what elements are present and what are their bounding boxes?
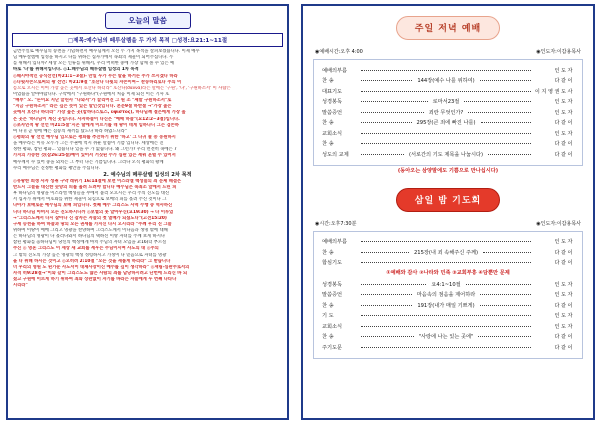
wednesday-time: ◉시간:오후7:30분 <box>315 220 357 227</box>
sermon-line: 구세 승천을 하여 하늘과 땅의 모든 권세를 가지신 다시 오시리라 "주께 우리 진 그들 <box>13 221 172 227</box>
order-row <box>322 237 574 248</box>
order-person: 이지영권도사 <box>534 88 574 95</box>
order-item: 215장(내 죄 속해주신 주께) <box>414 249 478 256</box>
dotted-leader <box>361 101 428 102</box>
order-row <box>322 97 574 108</box>
order-label: 성경봉독 <box>322 99 343 106</box>
order-person: 다같이 <box>554 334 575 341</box>
order-label: 찬 송 <box>322 141 334 148</box>
sermon-line: "배부" 오. "돈이요 지난 끌린사 "나와서"가 끌리어진 그 원 소 "제발 구원하소서"로 <box>13 98 172 104</box>
order-label: 말씀증언 <box>322 109 343 116</box>
wednesday-leader: ◉인도자:이갑용목사 <box>536 220 581 227</box>
sermon-line: 은 곳은 '하나님이 계신 곳입니다. 사자하들이 다신은 "예배 하늘"(요12:2~3절)입니다. <box>13 116 180 122</box>
dotted-leader <box>361 241 531 242</box>
order-row <box>322 65 574 76</box>
order-row <box>322 332 574 343</box>
prayer-items: ①예배와 감사 ②나라와 민족 ③교회부흥 ④담뿐만 문제 <box>386 270 510 276</box>
sermon-heading: □제목:예수님의 떼루살렘을 두 가지 목적 □성경:요21:1~11절 <box>12 33 283 47</box>
order-row <box>322 300 574 311</box>
sermon-line: 가지의 가증한 것(잠26:25절)예이 있어서 거짓된 수가 심판 있는 세워 흔렬 수 있어서 <box>13 153 176 159</box>
sermon-line: 수리 예수님은 진정한 평화를 평안을 주십니다. <box>13 165 101 171</box>
order-person: 다같이 <box>554 344 574 351</box>
order-person: 다같이 <box>554 120 574 127</box>
order-person: 다같이 <box>554 141 574 148</box>
dotted-leader <box>361 91 531 92</box>
order-label: 주기도문 <box>322 344 343 351</box>
order-item: "사랑에 나는 있는 곳에" <box>418 334 474 341</box>
order-person: 인도자 <box>554 323 574 330</box>
dotted-leader <box>361 133 531 134</box>
order-item: 죄란 무엇인가? <box>428 109 464 116</box>
order-item: 144장(예수 나를 위하여) <box>417 78 475 85</box>
evening-meta <box>303 48 593 55</box>
sermon-line: 후 하나님의 영광을 이스라엘 백성들을 무에서 불러 모으시는 우리 주의 진노를 대신 <box>13 191 170 197</box>
order-label: 합심기도 <box>322 260 343 267</box>
bulletin-page <box>301 4 595 420</box>
order-person: 인도자 <box>554 109 575 116</box>
order-row <box>322 247 574 258</box>
order-label: 찬 송 <box>322 302 334 309</box>
sermon-line: 이었습을 알아야합니다. 구약에서 "구원하다"(구원에서 처음 이제 되신 이는 기사 호 <box>13 91 170 97</box>
order-person: 다같이 <box>554 249 574 256</box>
dotted-leader <box>480 80 531 81</box>
sermon-line: 그 밖의 진노의 가장 높은 영광의 백성 성령하시고 가정이 다 믿음으로 자녀를 영광 <box>13 252 167 258</box>
order-person: 다같이 <box>554 302 574 309</box>
order-row <box>322 342 574 353</box>
dotted-leader <box>466 284 531 285</box>
sermon-body <box>8 49 287 289</box>
dotted-leader <box>361 284 426 285</box>
sermon-line: ◎초자연적 왕 선언 마21:5절"시온 딸에게 이르기를 네 왕이 네게 임하나니 그는 겸손하 <box>13 122 179 128</box>
dotted-leader <box>480 294 531 295</box>
dotted-leader <box>480 305 531 306</box>
sermon-line: ◎유왕한 희생 사자 성취 구약 레위기 16:14절에 보면 이스라엘 백성들의 죄 문제 해결은 <box>13 178 182 184</box>
dotted-leader <box>361 336 414 337</box>
order-label: 찬 송 <box>322 249 334 256</box>
order-row <box>322 311 574 322</box>
sermon-line: 님 예루살렘에 입성을 하시고 나를 위하는 십자가에서 속죄의 제물이 되어주십니다. 누 <box>13 55 174 61</box>
sermon-line: 여 나귀 곧 멍에 메는 짐승의 새끼를 탔도다 하라 하였느니라" <box>13 128 127 134</box>
order-person: 다같이 <box>554 151 575 158</box>
order-label: 찬 송 <box>322 78 334 85</box>
order-row <box>322 139 574 150</box>
dotted-leader <box>464 101 531 102</box>
dotted-leader <box>361 154 404 155</box>
order-person: 인도자 <box>554 99 574 106</box>
sermon-line: 참된 평화를 ◎하나님이 당신의 백성에게 마치 주님의 자녀 모임을 3:16(더 부르실 <box>13 240 167 246</box>
sermon-line: ◎다윗자손으로써의 왕 선언: 마21:9절 "호산나 다윗의 자손이여~ 찬송하리로다 주의 이 <box>13 79 182 85</box>
sermon-line: →"그리스도께서 다시 살아나 신 잠자는 자들의 첫 열매가 되셨도다"(고전15:20) <box>13 215 167 221</box>
sermon-line: ◎때시야적인 공식선언(마21:1~3절)- 만일 누가 무슨 말을 하거든 주가 쓰시겠다 하라 <box>13 73 178 79</box>
sermon-line: "지금 구원하소서" 라는 깊은 뜻이 있는 말인것입니다. 본문9절 하반절 →"가장 높은 <box>13 104 172 110</box>
sermon-line: 서 십자가 위에서 여호와를 위한 제물이 되심으로 보배의 피를 흘려 주신 것이다 그 <box>13 197 167 203</box>
order-item: 191장(내가 매일 기쁘게) <box>417 302 475 309</box>
order-person: 인도자 <box>554 281 575 288</box>
sermon-line: 을 다 위해 하시는 것이고 ◎오히려 2:10절 "모든 것을 새롭게 하리라" 그 받습니다 <box>13 258 171 264</box>
section-heading: 2. 예수님의 떼루살렘 입성의 2차 목적 <box>103 171 192 178</box>
dotted-leader <box>361 294 412 295</box>
sermon-line: 시리라" <box>13 283 28 289</box>
dotted-leader <box>361 112 424 113</box>
sermon-line: 예수께서 수 있어 중을 외치는 그 부터 다는 기쁨입니다. 그러나 오직 평화의 왕께 <box>13 159 164 165</box>
sermon-line: 위하여 이땅이 예배 그리고 영광을 찬양하여 그리스도께서 이나음과 생명 밖에 대해 <box>13 227 168 233</box>
sermon-line: 를 위해서 입니까? 세상 모든 인류를 위해서, 우리 어떠한 중에 가장 함께 볼 수 있는 예 <box>13 61 175 67</box>
order-person: 인도자 <box>554 313 574 320</box>
order-person: 다같이 <box>554 260 574 267</box>
sermon-line: 자격 히9:28절→"이와 같이 그리스도도 많은 사람의 죄를 담당하시려고 단번에 드리신 바 되 <box>13 270 188 276</box>
sermon-line: 주신 ◎ 영혼 그리스도 이 세상 새 교회를 세우는 주님이시여 사도의 대 ◎주의 <box>13 246 159 252</box>
dotted-leader <box>361 122 412 123</box>
order-label: 기 도 <box>322 313 334 320</box>
dotted-leader <box>361 262 531 263</box>
order-row <box>322 118 574 129</box>
sermon-line: 을 예수라는 이유 모두가 그는 주권에 역시 쉬운 말씀이 기쁨 입니다. 세상에는 진 <box>13 141 164 147</box>
dotted-leader <box>483 252 531 253</box>
sermon-line: 니다 하나님 아버지 모든 진노하시니까 ◎보혈의 못 알아우신(요19:30) → 다 이루었 <box>13 209 174 215</box>
order-row <box>322 128 574 139</box>
order-person: 인도자 <box>554 292 575 299</box>
order-row <box>322 149 574 160</box>
order-row <box>322 279 574 290</box>
wednesday-meta <box>303 220 593 227</box>
dotted-leader <box>361 252 409 253</box>
dotted-leader <box>361 305 412 306</box>
order-label: 찬 송 <box>322 120 334 127</box>
evening-order <box>313 59 583 166</box>
order-row <box>322 107 574 118</box>
order-label: 예배의부름 <box>322 239 348 246</box>
dotted-leader <box>468 112 531 113</box>
dotted-leader <box>361 347 531 348</box>
sermon-line: 바로 '나'를 위해서입니다. ◎1.해수님의 떼루살렘 입성의 1차 목적 <box>13 67 139 73</box>
dotted-leader <box>361 80 412 81</box>
sermon-line: ◎평화의 왕 선언 예수님 입으로는 평화를 추진하기 위한 '하고' 그 나귀 둘 중 동원하시 <box>13 134 176 140</box>
order-label: 예배의부름 <box>322 67 348 74</box>
order-item: 요4:1~10절 <box>431 281 461 288</box>
sermon-page <box>6 4 289 420</box>
order-person: 인도자 <box>554 130 574 137</box>
wednesday-order <box>313 231 583 359</box>
dotted-leader <box>481 122 532 123</box>
sermon-line: 반드시 그들을 대신한 숫양의 피를 흘려 드려야 합니다 예수님은 속죄소 앞에서 드린 피 <box>13 184 177 190</box>
sermon-line: 곳에서 호산나 하더라" 가장 높은 곳(합하다스토스, ὑψιστος), 하나님께 절은에게 가장 높 <box>13 110 186 116</box>
order-item: (서로간의 기도 제목을 나눕시다) <box>408 151 484 158</box>
order-row <box>322 86 574 97</box>
order-item: 로마서23절 <box>432 99 460 106</box>
order-row <box>322 321 574 332</box>
order-row <box>322 76 574 87</box>
dotted-leader <box>361 326 531 327</box>
order-label: 교회소식 <box>322 130 343 137</box>
dotted-leader <box>361 70 531 71</box>
order-item: 295장(큰 죄에 빠진 나를) <box>416 120 476 127</box>
sermon-line: 정한 평화, 참된 평화... 있습니다 있을 수 가 없습니다. 왜 그런가? 우리 먼전히 속에는 7 <box>13 147 177 153</box>
sermon-line: 나아가 보배로운 예수님의 보배 피입니다. 첫째 예수 그리스도 사역 수행 중 역사하신 <box>13 203 173 209</box>
order-label: 성도의 교제 <box>322 151 349 158</box>
order-label: 성경봉독 <box>322 281 343 288</box>
evening-service-title: 주일 저녁 예배 <box>396 16 500 40</box>
order-row <box>322 290 574 301</box>
page-title: 오늘의 말씀 <box>105 12 191 29</box>
evening-leader: ◉인도자:이갑용목사 <box>536 49 581 55</box>
dotted-leader <box>488 154 531 155</box>
order-row <box>322 258 574 269</box>
evening-time: ◉예배시간:오후 4:00 <box>315 49 363 55</box>
wednesday-prayer-title: 삼일 밤 기도회 <box>396 188 500 212</box>
sermon-line: 셨고 구원에 이르게 하기 위하여 죄와 상관없이 자기를 바라는 자들에게 두 번째 나타나 <box>13 277 177 283</box>
sermon-line: 름으로 오시는 이여 가장 높은 곳에서 호산나 하더라" 호산나(σαννά)라는 말에는 '구원', '다', '구원하소서' 이 사람은 <box>13 85 231 91</box>
sermon-line: 금번주일로 예수님의 승천을 기념하면서 예수님께서 오신 두 가지 목적을 살펴보겠습니다. 이제 예수 <box>13 49 200 54</box>
dotted-leader <box>478 336 531 337</box>
order-label: 대표기도 <box>322 88 343 95</box>
sermon-line: 는 하나님의 영광이 다 흘러나와서 하나님의 택하신 이방 자녀를 주께 보게 하시나 <box>13 234 165 240</box>
order-label: 교회소식 <box>322 323 343 330</box>
order-label: 찬 송 <box>322 334 334 341</box>
order-item: 마음속의 점음을 제어하라 <box>416 292 476 299</box>
order-person: 다같이 <box>554 78 574 85</box>
dotted-leader <box>361 315 531 316</box>
dotted-leader <box>361 143 531 144</box>
evening-note: (동아오는 삼양말에도 기쁨으로 만나십시다) <box>397 167 499 174</box>
order-person: 인도자 <box>554 239 574 246</box>
order-label: 말씀증언 <box>322 292 343 299</box>
order-person: 인도자 <box>554 67 574 74</box>
sermon-line: 너 우리의 영원 도 된가운 사도서이 대제사장이신 예수를 깊이 생각하라" ◎재림-심판주로서의 <box>13 264 190 270</box>
